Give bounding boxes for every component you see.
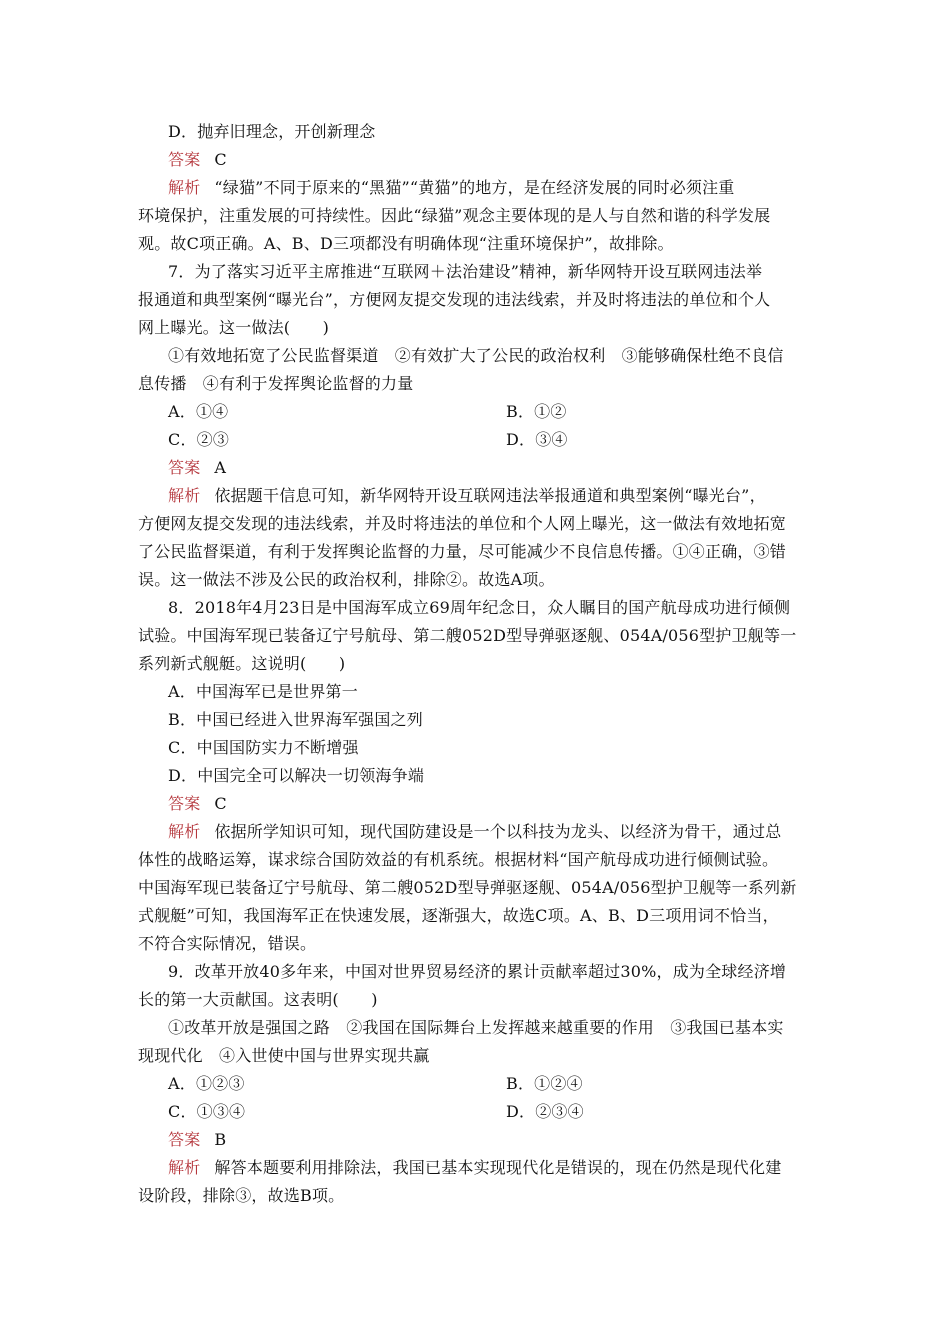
q8-answer (168, 794, 227, 814)
q8-option-d: D．中国完全可以解决一切领海争端 (168, 766, 425, 785)
q7-analysis-line: 方便网友提交发现的违法线索，并及时将违法的单位和个人网上曝光，这一做法有效地拓宽 (138, 514, 787, 533)
answer-value: C (214, 794, 227, 813)
q7-stem-line: 网上曝光。这一做法( ) (138, 318, 330, 337)
q8-analysis-line: 式舰艇”可知，我国海军正在快速发展，逐渐强大，故选C项。A、B、D三项用词不恰当， (138, 906, 779, 925)
q9-option-b: B．①②④ (506, 1074, 583, 1093)
q6-analysis-line (168, 178, 735, 198)
analysis-label: 解析 (168, 178, 201, 197)
q8-option-a: A．中国海军已是世界第一 (168, 682, 358, 701)
q7-stem-line: 7．为了落实习近平主席推进“互联网＋法治建设”精神，新华网特开设互联网违法举 (168, 262, 763, 281)
answer-label: 答案 (168, 794, 201, 813)
analysis-label: 解析 (168, 822, 201, 841)
q8-analysis-line (168, 822, 781, 842)
analysis-text: 依据题干信息可知，新华网特开设互联网违法举报通道和典型案例“曝光台”， (214, 486, 766, 505)
q9-analysis-line (168, 1158, 781, 1178)
q7-statement-line: ①有效地拓宽了公民监督渠道 ②有效扩大了公民的政治权利 ③能够确保杜绝不良信 (168, 346, 784, 365)
q6-answer (168, 150, 227, 170)
q8-analysis-line: 不符合实际情况，错误。 (138, 934, 317, 953)
q6-analysis-line: 观。故C项正确。A、B、D三项都没有明确体现“注重环境保护”，故排除。 (138, 234, 674, 253)
q7-analysis-line: 了公民监督渠道，有利于发挥舆论监督的力量，尽可能减少不良信息传播。①④正确，③错 (138, 542, 787, 561)
q8-stem-line: 试验。中国海军现已装备辽宁号航母、第二艘052D型导弹驱逐舰、054A/056型护卫舰等一 (138, 626, 797, 645)
answer-label: 答案 (168, 1130, 201, 1149)
analysis-label: 解析 (168, 1158, 201, 1177)
q7-option-b: B．①② (506, 402, 567, 421)
q7-answer (168, 458, 226, 478)
q9-statement-line: ①改革开放是强国之路 ②我国在国际舞台上发挥越来越重要的作用 ③我国已基本实 (168, 1018, 784, 1037)
q7-analysis-line: 误。这一做法不涉及公民的政治权利，排除②。故选A项。 (138, 570, 555, 589)
q7-analysis-line (168, 486, 766, 506)
answer-value: C (214, 150, 227, 169)
q7-option-a: A．①④ (168, 402, 229, 421)
analysis-label: 解析 (168, 486, 201, 505)
q8-option-c: C．中国国防实力不断增强 (168, 738, 359, 757)
q9-answer (168, 1130, 226, 1150)
q9-statement-line: 现现代化 ④入世使中国与世界实现共赢 (138, 1046, 430, 1065)
q9-option-a: A．①②③ (168, 1074, 245, 1093)
q8-stem-line: 系列新式舰艇。这说明( ) (138, 654, 346, 673)
q8-stem-line: 8．2018年4月23日是中国海军成立69周年纪念日，众人瞩目的国产航母成功进行倾侧 (168, 598, 791, 617)
q9-stem-line: 9．改革开放40多年来，中国对世界贸易经济的累计贡献率超过30%，成为全球经济增 (168, 962, 787, 981)
answer-label: 答案 (168, 458, 201, 477)
q7-statement-line: 息传播 ④有利于发挥舆论监督的力量 (138, 374, 414, 393)
answer-value: B (214, 1130, 227, 1149)
answer-label: 答案 (168, 150, 201, 169)
q8-option-b: B．中国已经进入世界海军强国之列 (168, 710, 423, 729)
analysis-text: 解答本题要利用排除法，我国已基本实现现代化是错误的，现在仍然是现代化建 (214, 1158, 782, 1177)
q8-analysis-line: 体性的战略运筹，谋求综合国防效益的有机系统。根据材料“国产航母成功进行倾侧试验。 (138, 850, 779, 869)
analysis-text: “绿猫”不同于原来的“黑猫”“黄猫”的地方，是在经济发展的同时必须注重 (214, 178, 735, 197)
q9-analysis-line: 设阶段，排除③，故选B项。 (138, 1186, 345, 1205)
q9-option-d: D．②③④ (506, 1102, 584, 1121)
answer-value: A (214, 458, 227, 477)
q9-option-c: C．①③④ (168, 1102, 246, 1121)
q8-analysis-line: 中国海军现已装备辽宁号航母、第二艘052D型导弹驱逐舰、054A/056型护卫舰等一系列新 (138, 878, 797, 897)
q6-analysis-line: 环境保护，注重发展的可持续性。因此“绿猫”观念主要体现的是人与自然和谐的科学发展 (138, 206, 771, 225)
q7-option-c: C．②③ (168, 430, 230, 449)
q7-stem-line: 报通道和典型案例“曝光台”，方便网友提交发现的违法线索，并及时将违法的单位和个人 (138, 290, 771, 309)
analysis-text: 依据所学知识可知，现代国防建设是一个以科技为龙头、以经济为骨干，通过总 (214, 822, 782, 841)
q6-option-d: D．抛弃旧理念，开创新理念 (168, 122, 376, 141)
q9-stem-line: 长的第一大贡献国。这表明( ) (138, 990, 378, 1009)
q7-option-d: D．③④ (506, 430, 568, 449)
